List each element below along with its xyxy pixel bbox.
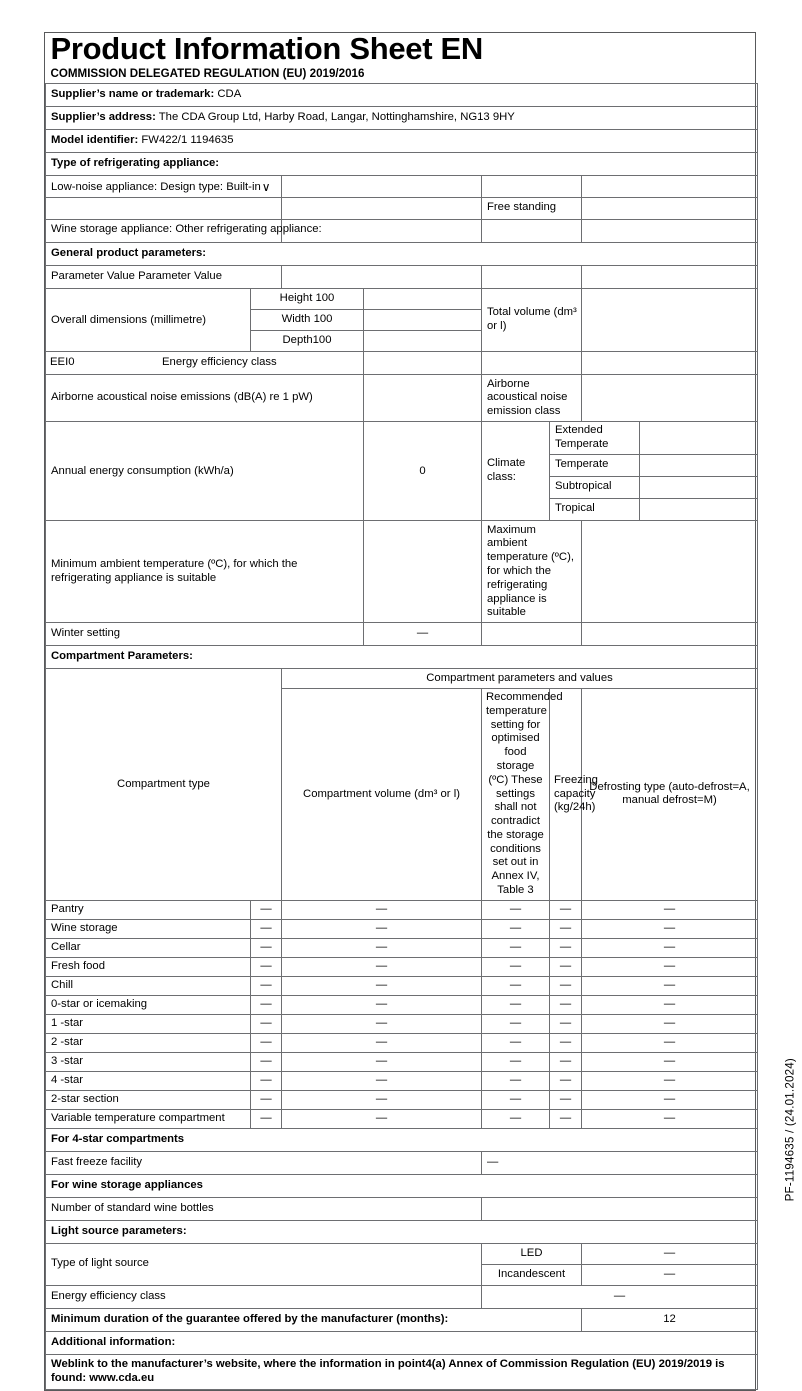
compartment-temp-setting-value: — [482,1090,550,1109]
compartment-freezing-value: — [550,900,582,919]
compartment-present-value: — [251,976,282,995]
sheet-table [45,33,758,1390]
compartment-defrosting-value: — [582,957,758,976]
supplier-address-cell [46,106,758,129]
supplier-name-label: Supplier’s name or trademark: [51,87,215,100]
width-label: Width 100 [251,309,364,330]
compartment-type-label: 4 -star [46,1071,251,1090]
weblink-text: Weblink to the manufacturer’s website, where the information in point4(a) Annex of Commission Regulation (EU) 2019/2019 is found: www.cda.eu [46,1354,758,1390]
guarantee-label: Minimum duration of the guarantee offered by the manufacturer (months): [46,1308,582,1331]
compartment-temp-setting-value: — [482,995,550,1014]
appliance-type-section-row [46,152,758,175]
noise-class-value [582,374,758,421]
low-noise-text: Low-noise appliance: Design type: Built-in [51,180,261,193]
compartment-freezing-value: — [550,1033,582,1052]
table-row [46,919,758,938]
compartment-present-value: — [251,1033,282,1052]
climate-class-tropical-value [640,498,758,520]
compartment-temp-setting-value: — [482,1071,550,1090]
compartment-freezing-value: — [550,1090,582,1109]
light-source-incandescent-value: — [582,1264,758,1285]
weblink-row [46,1354,758,1390]
compartment-present-value: — [251,919,282,938]
depth-value [364,330,482,351]
compartment-temp-setting-header: Recommended temperature setting for optimised food storage (ºC) These settings shall not contradict the storage conditions set out in Annex IV, Table 3 [482,689,550,901]
compartment-defrosting-header: Defrosting type (auto-defrost=A, manual defrost=M) [582,689,758,901]
compartment-type-label: 1 -star [46,1014,251,1033]
light-source-energy-class-row [46,1285,758,1308]
compartment-defrosting-value: — [582,1090,758,1109]
overall-dimensions-label: Overall dimensions (millimetre) [46,288,251,351]
wine-bottles-label: Number of standard wine bottles [46,1197,482,1220]
compartment-volume-value: — [282,995,482,1014]
compartment-volume-value: — [282,1109,482,1128]
fast-freeze-row [46,1151,758,1174]
compartment-freezing-value: — [550,1014,582,1033]
climate-class-label: Climate class: [482,422,550,521]
noise-class-label: Airborne acoustical noise emission class [482,374,582,421]
light-source-led-value: — [582,1243,758,1264]
climate-class-subtropical-value [640,476,758,498]
wine-storage-blank-b [482,219,582,242]
compartment-defrosting-value: — [582,1052,758,1071]
free-standing-spacer-b [282,197,482,219]
supplier-name-row [46,83,758,106]
winter-setting-blank-a [482,623,582,646]
compartments-section-row [46,646,758,669]
supplier-name-value: CDA [217,87,242,100]
model-identifier-row [46,129,758,152]
compartment-type-label: 2-star section [46,1090,251,1109]
wine-section-row [46,1174,758,1197]
climate-class-extended-temperate-value [640,422,758,455]
compartment-temp-setting-value: — [482,1109,550,1128]
compartment-volume-value: — [282,1071,482,1090]
table-row [46,995,758,1014]
compartment-freezing-value: — [550,957,582,976]
title-cell [46,33,758,83]
min-ambient-value [364,520,482,622]
light-source-incandescent-label: Incandescent [482,1264,582,1285]
winter-setting-row [46,623,758,646]
compartment-type-label: Wine storage [46,919,251,938]
compartment-group-header: Compartment parameters and values [282,669,758,689]
min-ambient-label: Minimum ambient temperature (ºC), for which the refrigerating appliance is suitable [46,520,364,622]
compartment-present-value: — [251,957,282,976]
compartment-volume-value: — [282,919,482,938]
eei-value [364,351,482,374]
four-star-section-row [46,1128,758,1151]
supplier-address-value: The CDA Group Ltd, Harby Road, Langar, Nottinghamshire, NG13 9HY [158,110,515,123]
table-row [46,1071,758,1090]
noise-emissions-label: Airborne acoustical noise emissions (dB(A) re 1 pW) [46,374,364,421]
compartment-present-value: — [251,938,282,957]
product-information-sheet [44,32,756,1391]
winter-setting-blank-b [582,623,758,646]
compartment-volume-value: — [282,1052,482,1071]
compartment-defrosting-value: — [582,995,758,1014]
compartment-temp-setting-value: — [482,957,550,976]
climate-class-subtropical-label: Subtropical [550,476,640,498]
winter-setting-label: Winter setting [46,623,364,646]
eei-cell [46,351,364,374]
compartment-temp-setting-value: — [482,1014,550,1033]
winter-setting-value: — [364,623,482,646]
compartment-defrosting-value: — [582,1014,758,1033]
light-source-energy-class-value: — [482,1285,758,1308]
compartment-present-value: — [251,1071,282,1090]
compartment-rows-body [46,900,758,1128]
light-source-led-row [46,1243,758,1264]
design-type-check-icon: ∨ [261,179,271,194]
energy-efficiency-class-label: Energy efficiency class [162,355,277,368]
noise-emissions-row [46,374,758,421]
light-source-section-row [46,1220,758,1243]
compartment-type-header: Compartment type [46,669,282,901]
light-source-section-label: Light source parameters: [46,1220,758,1243]
ambient-temperature-row [46,520,758,622]
compartment-freezing-value: — [550,1052,582,1071]
parameter-value-header: Parameter Value Parameter Value [46,265,282,288]
compartment-volume-value: — [282,1014,482,1033]
general-section-row [46,242,758,265]
eei-row [46,351,758,374]
guarantee-value: 12 [582,1308,758,1331]
parameter-value-header-row [46,265,758,288]
table-row [46,1033,758,1052]
compartment-temp-setting-value: — [482,938,550,957]
additional-section-row [46,1331,758,1354]
compartment-type-label: Pantry [46,900,251,919]
low-noise-row [46,175,758,197]
compartment-volume-value: — [282,1090,482,1109]
height-value [364,288,482,309]
compartment-present-value: — [251,1090,282,1109]
compartment-type-label: 0-star or icemaking [46,995,251,1014]
compartment-type-label: Fresh food [46,957,251,976]
free-standing-spacer-a [46,197,282,219]
energy-efficiency-class-value [482,351,582,374]
depth-label: Depth100 [251,330,364,351]
compartment-temp-setting-value: — [482,919,550,938]
compartment-type-label: 2 -star [46,1033,251,1052]
compartment-freezing-value: — [550,919,582,938]
compartment-temp-setting-value: — [482,1033,550,1052]
free-standing-value [582,197,758,219]
compartment-defrosting-value: — [582,919,758,938]
fast-freeze-label: Fast freeze facility [46,1151,482,1174]
compartment-defrosting-value: — [582,1071,758,1090]
max-ambient-value [582,520,758,622]
compartments-section-label: Compartment Parameters: [46,646,758,669]
table-row [46,938,758,957]
compartment-defrosting-value: — [582,1033,758,1052]
parameter-value-blank-a [282,265,482,288]
compartment-present-value: — [251,995,282,1014]
four-star-section-label: For 4-star compartments [46,1128,758,1151]
fast-freeze-value: — [482,1151,758,1174]
compartment-present-value: — [251,1109,282,1128]
total-volume-value [582,288,758,351]
compartment-volume-header: Compartment volume (dm³ or l) [282,689,482,901]
compartment-temp-setting-value: — [482,900,550,919]
model-identifier-value: FW422/1 1194635 [141,133,234,146]
total-volume-label: Total volume (dm³ or l) [482,288,582,351]
regulation-subtitle: COMMISSION DELEGATED REGULATION (EU) 2019/2016 [50,66,365,80]
compartment-present-value: — [251,1014,282,1033]
wine-storage-type-cell [46,219,322,242]
compartment-type-label: Cellar [46,938,251,957]
table-row [46,976,758,995]
low-noise-blank-c [582,175,758,197]
compartment-volume-value: — [282,900,482,919]
compartment-freezing-value: — [550,995,582,1014]
free-standing-row [46,197,758,219]
wine-section-label: For wine storage appliances [46,1174,758,1197]
compartment-freezing-value: — [550,1071,582,1090]
compartment-temp-setting-value: — [482,1052,550,1071]
compartment-present-value: — [251,900,282,919]
compartment-defrosting-value: — [582,976,758,995]
noise-emissions-value [364,374,482,421]
max-ambient-label: Maximum ambient temperature (ºC), for which the refrigerating appliance is suitable [482,520,582,622]
compartment-temp-setting-value: — [482,976,550,995]
climate-class-temperate-label: Temperate [550,454,640,476]
supplier-address-row [46,106,758,129]
supplier-address-label: Supplier’s address: [51,110,156,123]
document-reference-tag: PF-1194635 / (24.01.2024) [783,1058,796,1202]
table-row [46,1109,758,1128]
title-row [46,33,758,83]
table-row [46,900,758,919]
general-section-label: General product parameters: [46,242,758,265]
table-row [46,1052,758,1071]
height-label: Height 100 [251,288,364,309]
compartment-freezing-value: — [550,976,582,995]
guarantee-row [46,1308,758,1331]
compartment-type-label: Variable temperature compartment [46,1109,251,1128]
compartment-defrosting-value: — [582,938,758,957]
free-standing-label: Free standing [482,197,582,219]
parameter-value-blank-c [582,265,758,288]
light-source-energy-class-label: Energy efficiency class [46,1285,482,1308]
compartment-present-value: — [251,1052,282,1071]
dimensions-height-row [46,288,758,309]
compartment-freezing-value: — [550,938,582,957]
parameter-value-blank-b [482,265,582,288]
compartment-volume-value: — [282,976,482,995]
wine-bottles-value [482,1197,758,1220]
compartment-type-label: Chill [46,976,251,995]
climate-row-1 [46,422,758,455]
compartment-volume-value: — [282,938,482,957]
light-source-type-label: Type of light source [46,1243,482,1285]
wine-bottles-row [46,1197,758,1220]
wine-storage-type-row [46,219,758,242]
climate-class-extended-temperate-label: Extended Temperate [550,422,640,455]
compartment-type-label: 3 -star [46,1052,251,1071]
wine-storage-type-label: Wine storage appliance: Other refrigerating appliance: [51,222,322,235]
compartment-freezing-value: — [550,1109,582,1128]
compartments-group-header-row [46,669,758,689]
model-identifier-label: Model identifier: [51,133,139,146]
additional-section-label: Additional information: [46,1331,758,1354]
compartment-defrosting-value: — [582,900,758,919]
wine-storage-blank-c [582,219,758,242]
eei-blank [582,351,758,374]
climate-class-tropical-label: Tropical [550,498,640,520]
annual-energy-label: Annual energy consumption (kWh/a) [46,422,364,521]
eei-wrap [50,356,359,370]
page-title: Product Information Sheet EN [50,31,484,66]
appliance-type-section-label: Type of refrigerating appliance: [46,152,758,175]
model-identifier-cell [46,129,758,152]
low-noise-blank-a [282,175,482,197]
compartment-volume-value: — [282,957,482,976]
annual-energy-value: 0 [364,422,482,521]
table-row [46,1090,758,1109]
climate-class-temperate-value [640,454,758,476]
low-noise-label [51,179,270,195]
compartment-freezing-header: Freezing capacity (kg/24h) [550,689,582,901]
low-noise-blank-b [482,175,582,197]
table-row [46,957,758,976]
compartment-volume-value: — [282,1033,482,1052]
low-noise-cell [46,175,282,197]
compartment-defrosting-value: — [582,1109,758,1128]
table-row [46,1014,758,1033]
eei-label: EEI0 [50,355,75,368]
width-value [364,309,482,330]
light-source-led-label: LED [482,1243,582,1264]
supplier-name-cell [46,83,758,106]
